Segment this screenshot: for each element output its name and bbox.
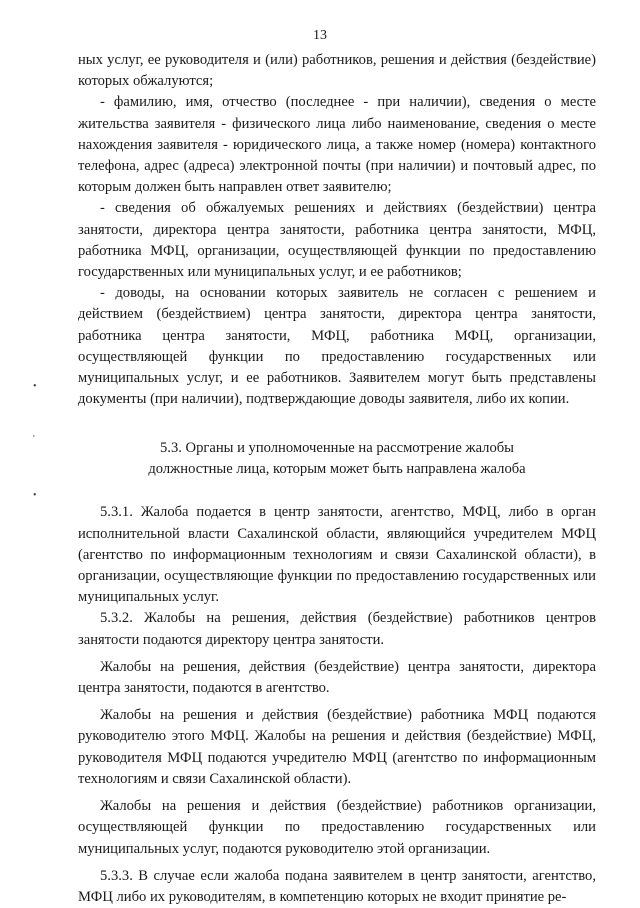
- paragraph: 5.3.3. В случае если жалоба подана заявителем в центр занятости, агентство, МФЦ либо их руководителям, в компетенцию которых не входит принятие ре-: [78, 867, 596, 905]
- paragraph: Жалобы на решения и действия (бездействие) работников организации, осуществляющей функции по предоставлению государственных или муниципальных услуг, подаются руководителю этой организации.: [78, 798, 596, 857]
- paragraph: 5.3.1. Жалоба подается в центр занятости, агентство, МФЦ, либо в орган исполнительной власти Сахалинской области, являющийся учредителем МФЦ (агентство по информационным технологиям и связи Сахалинской области), в организации, осуществляющие функции по предоставлению государственных или муниципальных услуг.: [78, 504, 596, 606]
- paragraph: - сведения об обжалуемых решениях и действиях (бездействии) центра занятости, директора центра занятости, работника центра занятости, МФЦ, работника МФЦ, организации, осуществляющей функции по предоставлению государственных или муниципальных услуг, и ее работников;: [78, 200, 596, 281]
- paragraph: 5.3.2. Жалобы на решения, действия (бездействие) работников центров занятости подаются директору центра занятости.: [78, 610, 596, 648]
- margin-mark: •: [33, 490, 37, 501]
- section-heading-line: должностные лица, которым может быть направлена жалоба: [148, 461, 526, 478]
- paragraph: - фамилию, имя, отчество (последнее - при наличии), сведения о месте жительства заявителя - физического лица либо наименование, сведения о месте нахождения заявителя - юридического лица, а также номер (номера) контактного телефона, адрес (адреса) электронной почты (при наличии) и почтовый адрес, по которым должен быть направлен ответ заявителю;: [78, 94, 596, 196]
- section-heading: [78, 438, 596, 480]
- paragraph: Жалобы на решения, действия (бездействие) центра занятости, директора центра занятости, подаются в агентство.: [78, 658, 596, 697]
- margin-mark: •: [33, 381, 37, 392]
- document-body: [78, 50, 596, 908]
- margin-mark: ': [33, 434, 35, 445]
- paragraph: Жалобы на решения и действия (бездействие) работника МФЦ подаются руководителю этого МФЦ. Жалобы на решения и действия (бездействие) МФЦ, руководителя МФЦ подаются учредителю МФЦ (агентство по информационным технологиям и связи Сахалинской области).: [78, 707, 596, 787]
- section-heading-line: 5.3. Органы и уполномоченные на рассмотрение жалобы: [160, 440, 514, 457]
- page-number: 13: [313, 28, 327, 43]
- paragraph: - доводы, на основании которых заявитель не согласен с решением и действием (бездействием) центра занятости, директора центра занятости, работника центра занятости, МФЦ, работника МФЦ, организации, осуществляющей функции по предоставлению государственных или муниципальных услуг, и ее работников. Заявителем могут быть представлены документы (при наличии), подтверждающие доводы заявителя, либо их копии.: [78, 285, 596, 408]
- paragraph: ных услуг, ее руководителя и (или) работников, решения и действия (бездействие) которых обжалуются;: [78, 52, 596, 90]
